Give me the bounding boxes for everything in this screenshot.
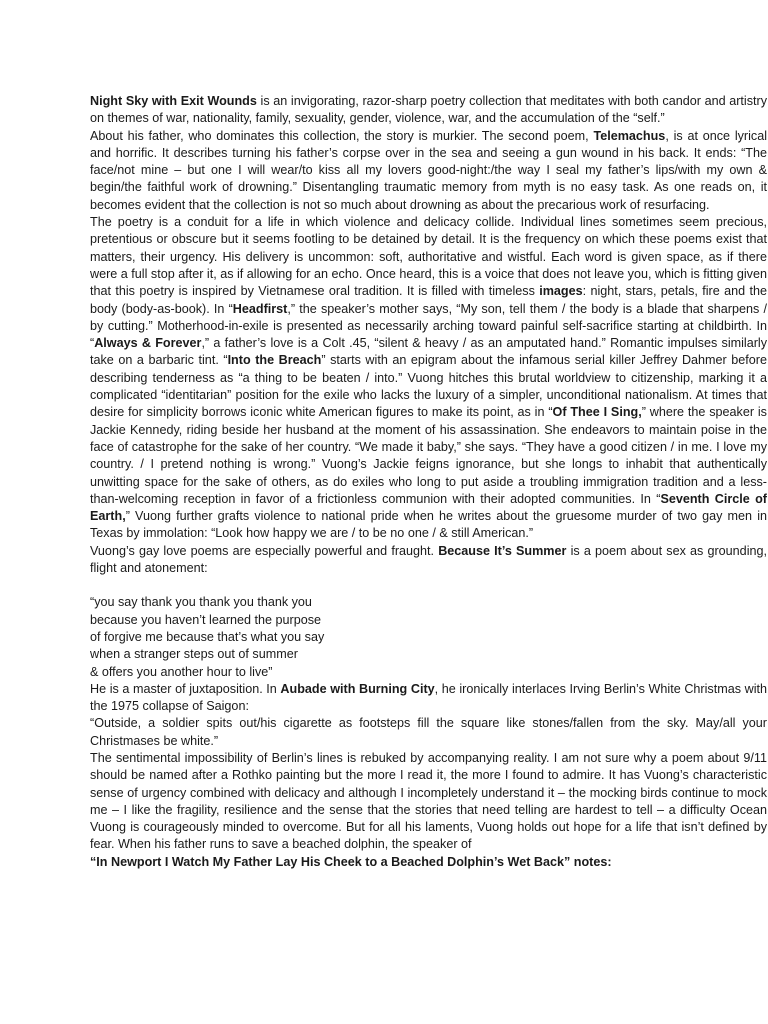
paragraph: [90, 93, 767, 128]
intro-paragraphs: [90, 93, 767, 577]
paragraph: [90, 128, 767, 214]
poem-line: because you haven’t learned the purpose: [90, 612, 322, 627]
bold-title-text: “In Newport I Watch My Father Lay His Cheek to a Beached Dolphin’s Wet Back” notes:: [90, 854, 612, 869]
body-text: ” Vuong further grafts violence to national pride when he writes about the gruesome murder of two gay men in Texas by immolation: “Look how happy we are / to be no one / & still American.”: [90, 509, 767, 541]
body-text: , is at once lyrical and horrific. It describes turning his father’s corpse over in the sea and seeing a gun wound in his back. It ends: “The face/not mine – but one I will wear/to kiss all my lovers good-night:/the way I seal my father’s lips/with my own & begin/the faithful work of drowning.” Disentangling traumatic memory from myth is no easy task. As one reads on, it becomes evident that the collection is not so much about drowning as about the precarious work of resurfacing.: [90, 128, 768, 212]
poem-line: & offers you another hour to live”: [90, 664, 273, 679]
paragraph: [90, 543, 767, 578]
body-text: The poetry is a conduit for a life in which violence and delicacy collide. Individual lines sometimes seem precious, pretentious or obscure but it seems footling to be detained by detail. It is the frequency on which these poems exist that matters, their urgency. His delivery is uncommon: soft, authoritative and wistful. Each word is given space, as if there were a full stop after it, as if allowing for an echo. Once heard, this is a voice that does not leave you, which is fitting given that this poetry is inspired by Vietnamese oral tradition. It is filled with timeless: [90, 215, 767, 299]
poem-excerpt: [90, 594, 767, 680]
paragraph: [90, 750, 767, 854]
body-text: is a poem about sex as grounding, flight and atonement:: [90, 543, 767, 576]
paragraph: [90, 854, 767, 871]
bold-title-text: images: [539, 284, 583, 299]
bold-title-text: Telemachus: [593, 128, 666, 143]
poem-line: “you say thank you thank you thank you: [90, 595, 312, 610]
paragraph: [90, 214, 767, 543]
body-text: ” where the speaker is Jackie Kennedy, riding beside her husband at the moment of his assassination. She endeavors to maintain poise in the face of catastrophe for the sake of her country. “We made it baby,” she says. “They have a good citizen / in me. I love my country. / I pretend nothing is wrong.” Vuong’s Jackie feigns ignorance, but she longs to inhabit that authentically unwitting space for the sake of others, as do exiles who long to put aside a troubling immigration tradition and a less-than-welcoming reception in favor of a frictionless communion with their adopted communities. In “: [90, 405, 767, 506]
closing-paragraphs: [90, 681, 767, 871]
poem-line: of forgive me because that’s what you say: [90, 629, 325, 644]
body-text: The sentimental impossibility of Berlin’s lines is rebuked by accompanying reality. I am not sure why a poem about 9/11 should be named after a Rothko painting but the more I read it, the more I found to admire. It has Vuong’s characteristic sense of urgency combined with delicacy and although I incompletely understand it – the mocking birds continue to mock me – I like the fragility, resilience and the sense that the stories that need telling are hardest to tell – a difficulty Ocean Vuong is courageously minded to overcome. But for all his laments, Vuong holds out hope for a life that isn’t defined by fear. When his father runs to save a beached dolphin, the speaker of: [90, 750, 767, 852]
body-text: “Outside, a soldier spits out/his cigarette as footsteps fill the square like stones/fallen from the sky. May/all your Christmases be white.”: [90, 716, 767, 748]
body-text: He is a master of juxtaposition. In: [90, 681, 281, 696]
bold-title-text: Seventh Circle of Earth,: [90, 491, 767, 524]
bold-title-text: Always & Forever: [94, 336, 202, 351]
body-text: ,” a father’s love is a Colt .45, “silent & heavy / as an amputated hand.” Romantic impulses similarly take on a barbaric tint. “: [90, 336, 767, 368]
paragraph: [90, 681, 767, 716]
bold-title-text: Of Thee I Sing,: [552, 405, 642, 420]
bold-title-text: Night Sky with Exit Wounds: [90, 94, 257, 108]
review-text: [90, 93, 767, 871]
bold-title-text: Aubade with Burning City: [280, 681, 435, 696]
body-text: About his father, who dominates this collection, the story is murkier. The second poem,: [90, 128, 594, 143]
body-text: Vuong’s gay love poems are especially powerful and fraught.: [90, 543, 439, 558]
bold-title-text: Because It’s Summer: [438, 543, 567, 558]
bold-title-text: Headfirst: [232, 301, 288, 316]
body-text: ” starts with an epigram about the infamous serial killer Jeffrey Dahmer before describing tenderness as “a thing to be beaten / into.” Vuong hitches this brutal worldview to citizenship, marking it a complicated “identitarian” position for the exile who lacks the luxury of a simpler, unconditional nationalism. At times that desire for simplicity borrows iconic white American figures to make its point, as in “: [90, 353, 768, 420]
body-text: is an invigorating, razor-sharp poetry collection that meditates with both candor and artistry on themes of war, nationality, family, sexuality, gender, violence, war, and the accumulation of the “self.”: [90, 94, 768, 126]
body-text: : night, stars, petals, fire and the body (body-as-book). In “: [90, 284, 767, 316]
bold-title-text: Into the Breach: [227, 353, 322, 368]
body-text: ,” the speaker’s mother says, “My son, tell them / the body is a blade that sharpens / by cutting.” Motherhood-in-exile is presented as necessarily arching toward painful self-sacrifice starting at childbirth. In “: [90, 301, 767, 351]
poem-line: when a stranger steps out of summer: [90, 647, 298, 662]
paragraph: [90, 715, 767, 750]
body-text: , he ironically interlaces Irving Berlin’s White Christmas with the 1975 collapse of Saigon:: [90, 681, 767, 714]
